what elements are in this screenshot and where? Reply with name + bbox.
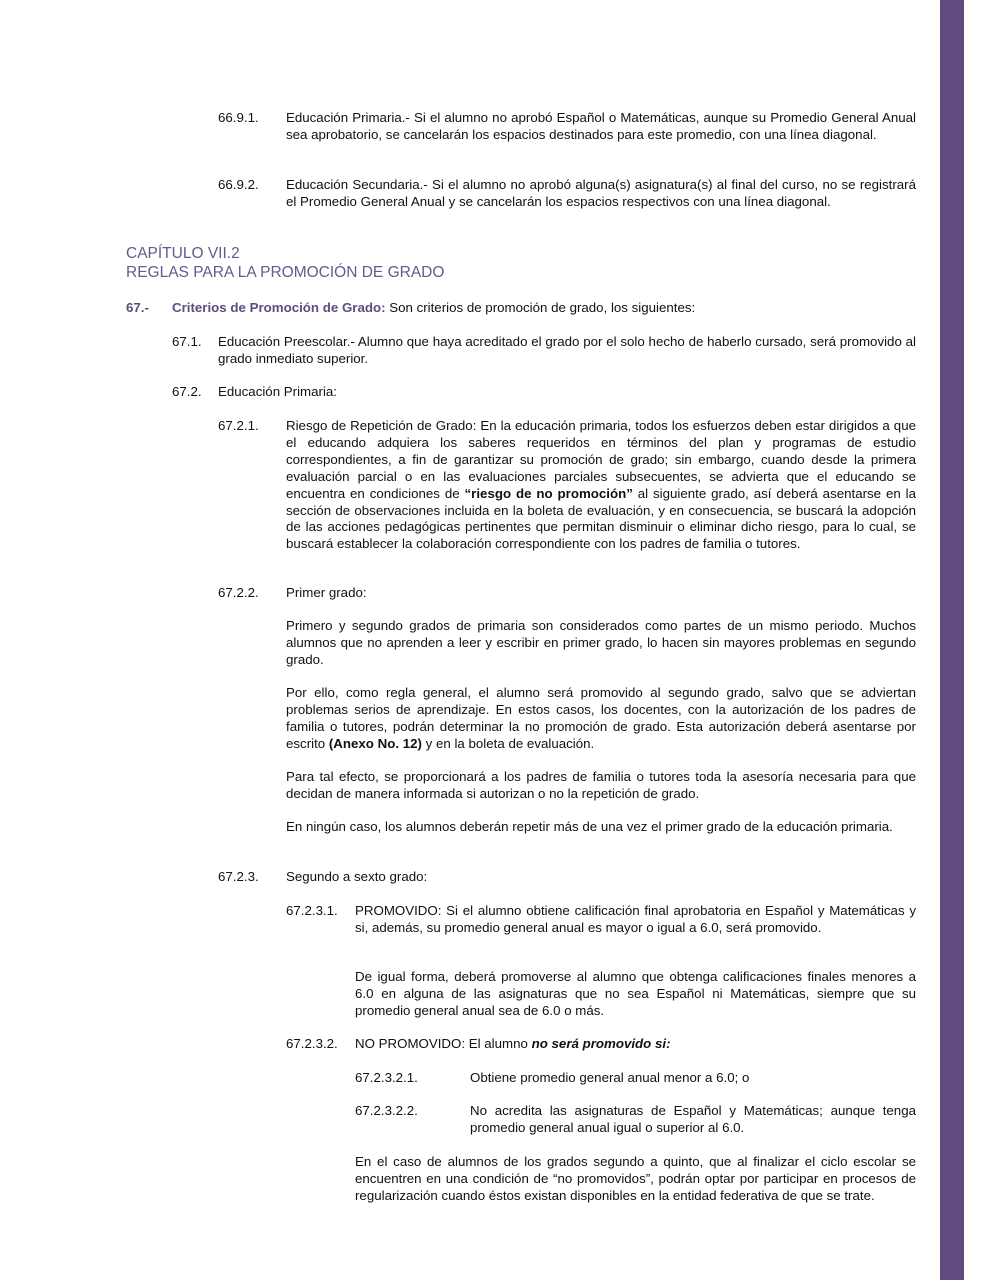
item-67-2-3-2-2 [355, 1103, 916, 1137]
text-part: al siguiente grado, así deberá asentarse en la sección de observaciones incluida en la boleta de evaluación, y en consecuencia, se buscará la adopción de las acciones pedagógicas pertinentes que permitan disminuir o eliminar dicho riesgo, para lo cual, se buscará establecer la colaboración correspondiente con los padres de familia o tutores. [286, 485, 916, 552]
item-67-2-2 [218, 585, 916, 602]
chapter-number: CAPÍTULO VII.2 [126, 245, 240, 262]
item-text: No acredita las asignaturas de Español y Matemáticas; aunque tenga promedio general anual igual o superior al 6.0. [470, 1103, 916, 1135]
item-text: Segundo a sexto grado: [286, 869, 428, 884]
section-heading: Criterios de Promoción de Grado: [172, 300, 386, 315]
bold-phrase: (Anexo No. 12) [328, 735, 422, 751]
item-67-2 [172, 384, 916, 401]
item-67-2-3-2-1 [355, 1070, 916, 1087]
item-text: Educación Primaria.- Si el alumno no aprobó Español o Matemáticas, aunque su Promedio General Anual sea aprobatorio, se cancelarán los espacios destinados para este promedio, con una línea diagonal. [286, 110, 916, 142]
bold-italic-phrase: no será promovido si: [531, 1036, 671, 1051]
item-number: 66.9.2. [218, 177, 259, 192]
paragraph [286, 819, 916, 836]
text-part: y en la boleta de evaluación. [421, 735, 595, 751]
item-text: Primer grado: [286, 585, 367, 600]
text-part: Por ello, como regla general, el alumno será promovido al segundo grado, salvo que se adviertan problemas serios de aprendizaje. En estos casos, los docentes, con la autorización de los padres de familia o tutores, podrán determinar la no promoción de grado. Esta autorización deberá asentarse por escrito [286, 685, 916, 751]
item-number: 67.2.3. [218, 869, 259, 884]
paragraph [286, 685, 916, 753]
item-number: 67.2.3.2. [286, 1036, 338, 1051]
item-67 [126, 300, 916, 317]
item-text: Educación Preescolar.- Alumno que haya acreditado el grado por el solo hecho de haberlo cursado, será promovido al grado inmediato superior. [218, 334, 916, 366]
item-number: 66.9.1. [218, 110, 259, 125]
item-text [355, 1036, 916, 1053]
text-part: Riesgo de Repetición de Grado: En la educación primaria, todos los esfuerzos deben estar dirigidos a que el educando adquiera los saberes requeridos en términos del plan y programas de estudio correspondientes, a fin de garantizar su promoción de grado; sin embargo, cuando desde la primera evaluación parcial o en las evaluaciones parciales subsecuentes, se advierta que el educando se encuentra en condiciones de [286, 418, 916, 501]
paragraph [286, 618, 916, 669]
item-number: 67.2.3.1. [286, 903, 338, 918]
item-66-9-1 [218, 110, 916, 144]
item-text [172, 300, 916, 317]
item-number: 67.2.3.2.1. [355, 1070, 418, 1085]
item-number: 67.2. [172, 384, 202, 399]
item-number: 67.2.1. [218, 418, 259, 433]
paragraph-text [286, 685, 916, 753]
item-67-2-1 [218, 418, 916, 553]
item-text [286, 418, 916, 553]
item-66-9-2 [218, 177, 916, 211]
paragraph [355, 969, 916, 1020]
item-67-2-3-1 [286, 903, 916, 937]
paragraph-text: Primero y segundo grados de primaria son considerados como partes de un mismo periodo. Muchos alumnos que no aprenden a leer y escribir en primer grado, lo hacen sin mayores problemas en segundo grado. [286, 618, 916, 667]
item-text: Educación Secundaria.- Si el alumno no aprobó alguna(s) asignatura(s) al final del curso, no se registrará el Promedio General Anual y se cancelarán los espacios respectivos con una línea diagonal. [286, 177, 916, 209]
paragraph [355, 1154, 916, 1205]
item-text: Educación Primaria: [218, 384, 337, 399]
section-intro: Son criterios de promoción de grado, los siguientes: [385, 300, 696, 315]
item-number: 67.2.3.2.2. [355, 1103, 418, 1118]
item-number: 67.1. [172, 334, 202, 349]
item-text: PROMOVIDO: Si el alumno obtiene calificación final aprobatoria en Español y Matemáticas y si, además, su promedio general anual es mayor o igual a 6.0, será promovido. [355, 903, 916, 935]
chapter-title: REGLAS PARA LA PROMOCIÓN DE GRADO [126, 264, 445, 281]
text-part: NO PROMOVIDO: El alumno [355, 1036, 532, 1051]
item-number: 67.2.2. [218, 585, 259, 600]
item-67-1 [172, 334, 916, 368]
item-number: 67.- [126, 300, 149, 315]
item-67-2-3-2 [286, 1036, 916, 1053]
item-67-2-3 [218, 869, 916, 886]
paragraph-text: Para tal efecto, se proporcionará a los padres de familia o tutores toda la asesoría necesaria para que decidan de manera informada si autorizan o no la repetición de grado. [286, 769, 916, 801]
item-text: Obtiene promedio general anual menor a 6.0; o [470, 1070, 750, 1085]
paragraph-text: En el caso de alumnos de los grados segundo a quinto, que al finalizar el ciclo escolar se encuentren en una condición de “no promovidos”, podrán optar por participar en procesos de regularización cuando éstos existan disponibles en la entidad federativa de que se trate. [355, 1154, 916, 1203]
paragraph [286, 769, 916, 803]
bold-phrase: “riesgo de no promoción” [464, 485, 633, 501]
paragraph-text: En ningún caso, los alumnos deberán repetir más de una vez el primer grado de la educación primaria. [286, 819, 893, 834]
paragraph-text: De igual forma, deberá promoverse al alumno que obtenga calificaciones finales menores a 6.0 en alguna de las asignaturas que no sea Español ni Matemáticas, siempre que su promedio general anual sea de 6.0 o más. [355, 969, 916, 1018]
